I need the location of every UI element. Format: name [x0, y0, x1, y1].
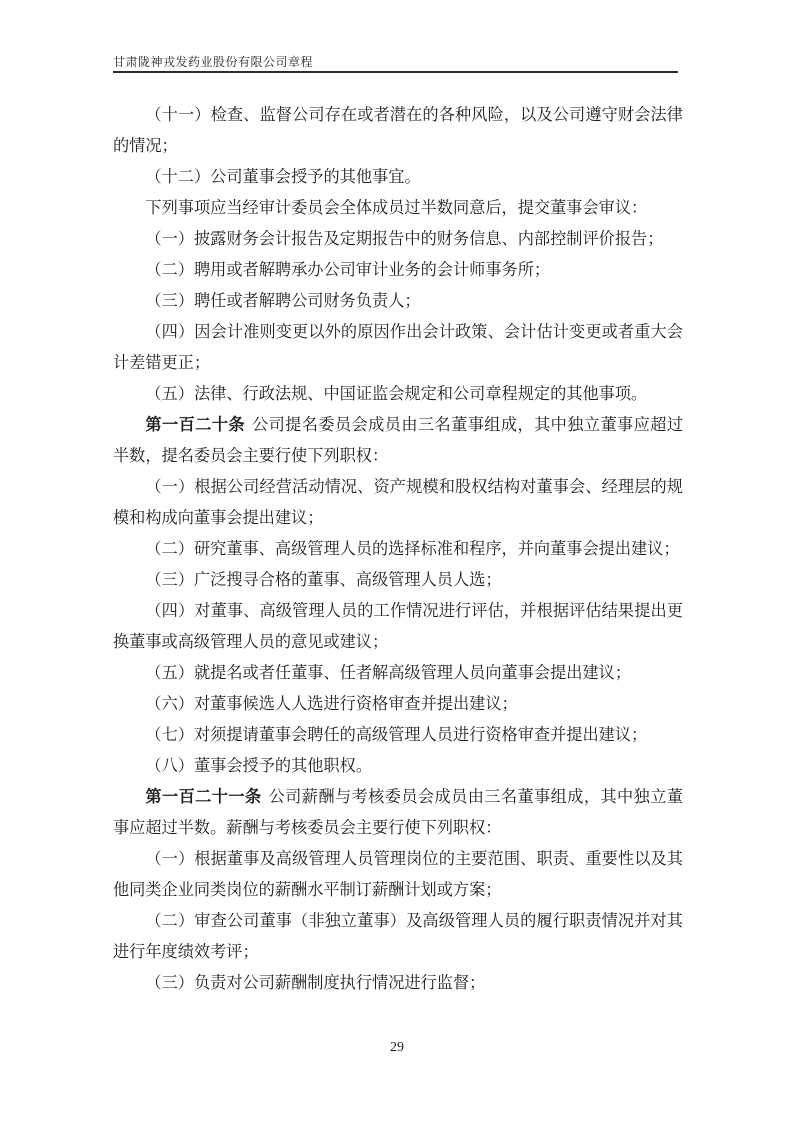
paragraph-remuneration-item-2: （二）审查公司董事（非独立董事）及高级管理人员的履行职责情况并对其进行年度绩效考评； [113, 912, 683, 961]
paragraph-nomination-item-7: （七）对须提请董事会聘任的高级管理人员进行资格审查并提出建议； [145, 726, 648, 744]
paragraph-article-121 [113, 782, 683, 844]
paragraph-remuneration-item-1: （一）根据董事及高级管理人员管理岗位的主要范围、职责、重要性以及其他同类企业同类岗位的薪酬水平制订薪酬计划或方案； [113, 850, 683, 899]
paragraph-item-12: （十二）公司董事会授予的其他事宜。 [145, 168, 421, 186]
paragraph-audit-item-4: （四）因会计准则变更以外的原因作出会计政策、会计估计变更或者重大会计差错更正； [113, 323, 683, 372]
paragraph-audit-committee-intro: 下列事项应当经审计委员会全体成员过半数同意后，提交董事会审议： [145, 199, 648, 217]
paragraph-nomination-item-1: （一）根据公司经营活动情况、资产规模和股权结构对董事会、经理层的规模和构成向董事会提出建议； [113, 478, 683, 527]
paragraph-nomination-item-3: （三）广泛搜寻合格的董事、高级管理人员人选； [145, 571, 502, 589]
paragraph-nomination-item-4: （四）对董事、高级管理人员的工作情况进行评估，并根据评估结果提出更换董事或高级管理人员的意见或建议； [113, 602, 683, 651]
paragraph-audit-item-5: （五）法律、行政法规、中国证监会规定和公司章程规定的其他事项。 [145, 385, 648, 403]
paragraph-audit-item-1: （一）披露财务会计报告及定期报告中的财务信息、内部控制评价报告； [145, 230, 664, 248]
paragraph-audit-item-3: （三）聘任或者解聘公司财务负责人； [145, 292, 421, 310]
article-120-text: 公司提名委员会成员由三名董事组成，其中独立董事应超过半数，提名委员会主要行使下列职权： [113, 416, 684, 465]
page-footer [0, 1040, 794, 1056]
article-121-number: 第一百二十一条 [145, 788, 262, 806]
paragraph-nomination-item-2: （二）研究董事、高级管理人员的选择标准和程序，并向董事会提出建议； [145, 540, 680, 558]
document-body [113, 100, 683, 999]
paragraph-article-120 [113, 410, 683, 472]
paragraph-remuneration-item-3: （三）负责对公司薪酬制度执行情况进行监督； [145, 974, 486, 992]
paragraph-item-11: （十一）检查、监督公司存在或者潜在的各种风险，以及公司遵守财会法律的情况； [113, 106, 683, 155]
paragraph-nomination-item-5: （五）就提名或者任董事、任者解高级管理人员向董事会提出建议； [145, 664, 632, 682]
header-title: 甘肃陇神戎发药业股份有限公司章程 [113, 55, 314, 69]
paragraph-audit-item-2: （二）聘用或者解聘承办公司审计业务的会计师事务所； [145, 261, 551, 279]
paragraph-nomination-item-8: （八）董事会授予的其他职权。 [145, 757, 373, 775]
header-rule [113, 71, 678, 73]
article-121-text: 公司薪酬与考核委员会成员由三名董事组成，其中独立董事应超过半数。薪酬与考核委员会主要行使下列职权： [113, 788, 684, 837]
page-number: 29 [390, 1040, 404, 1055]
article-120-number: 第一百二十条 [145, 416, 245, 434]
paragraph-nomination-item-6: （六）对董事候选人人选进行资格审查并提出建议； [145, 695, 518, 713]
